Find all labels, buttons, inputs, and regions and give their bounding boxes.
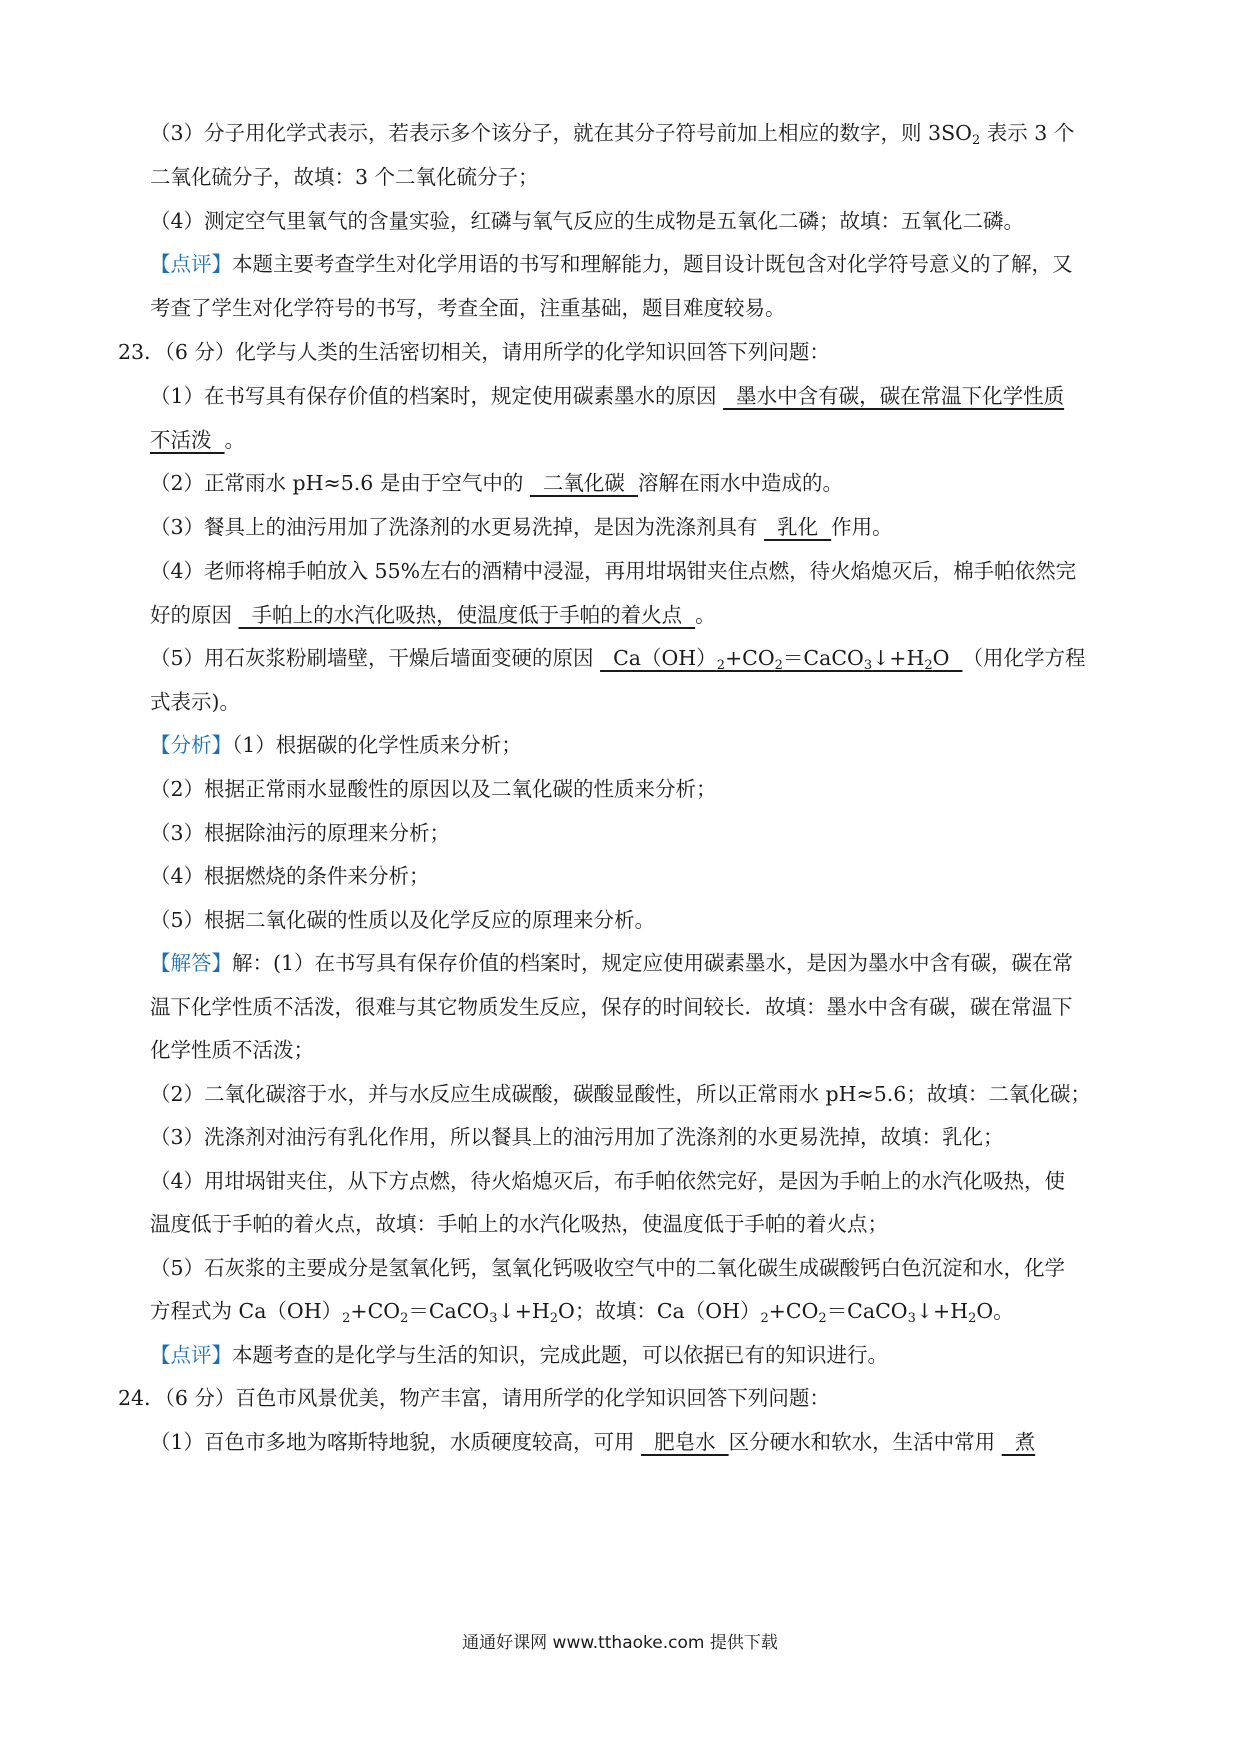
answer-tag: 【解答】 — [150, 951, 232, 975]
text-part: 本题主要考查学生对化学用语的书写和理解能力，题目设计既包含对化学符号意义的了解，又 — [232, 252, 1073, 276]
text-part: （用化学方程 — [962, 646, 1086, 670]
answer-line: （3）洗涤剂对油污有乳化作用，所以餐具上的油污用加了洗涤剂的水更易洗掉，故填：乳化； — [150, 1125, 1004, 1149]
subscript: 2 — [971, 133, 981, 148]
answer-line: 温度低于手帕的着火点，故填：手帕上的水汽化吸热，使温度低于手帕的着火点； — [150, 1212, 888, 1236]
text-line — [150, 118, 1130, 148]
text-part: （1）根据碳的化学性质来分析； — [232, 733, 522, 757]
text-part: 溶解在雨水中造成的。 — [637, 471, 843, 495]
text-part: 解：(1）在书写具有保存价值的档案时，规定应使用碳素墨水，是因为墨水中含有碳，碳在常 — [232, 951, 1074, 975]
page-footer: 通通好课网 www.tthaoke.com 提供下载 — [462, 1633, 778, 1653]
answer-blank: 手帕上的水汽化吸热，使温度低于手帕的着火点 — [238, 603, 696, 627]
answer-line — [150, 948, 1130, 978]
answer-blank: 煮 — [1001, 1430, 1036, 1454]
analysis-line: （3）根据除油污的原理来分析； — [150, 821, 451, 845]
answer-blank: 肥皂水 — [641, 1430, 729, 1454]
comment-line — [150, 249, 1130, 279]
answer-blank: $Ca(OH)_2+CO_2=CaCO_3↓+H_2O$ — [600, 646, 963, 673]
comment-line — [150, 1340, 1130, 1370]
answer-line: （5）石灰浆的主要成分是氢氧化钙，氢氧化钙吸收空气中的二氧化碳生成碳酸钙白色沉淀和水，化学 — [150, 1256, 1066, 1280]
text-part: 作用。 — [831, 515, 893, 539]
analysis-line: （5）根据二氧化碳的性质以及化学反应的原理来分析。 — [150, 908, 656, 932]
answer-blank: 乳化 — [764, 515, 832, 539]
text-part: 表示 3 个 — [980, 121, 1075, 145]
answer-line: 温下化学性质不活泼，很难与其它物质发生反应，保存的时间较长．故填：墨水中含有碳，碳在常温下 — [150, 995, 1073, 1019]
text-line: 二氧化硫分子，故填：3 个二氧化硫分子； — [150, 165, 539, 189]
text-part: 好的原因 — [150, 603, 239, 627]
text-part: 。 — [695, 603, 716, 627]
question-title-24: 24．（6 分）百色市风景优美，物产丰富，请用所学的化学知识回答下列问题： — [118, 1386, 830, 1410]
text-part: （1）百色市多地为喀斯特地貌，水质硬度较高，可用 — [150, 1430, 642, 1454]
answer-blank: 不活泼 — [150, 428, 225, 452]
text-part: （5）用石灰浆粉刷墙壁，干燥后墙面变硬的原因 — [150, 646, 601, 670]
question-part — [150, 643, 1130, 673]
analysis-line: （4）根据燃烧的条件来分析； — [150, 864, 430, 888]
answer-line: 化学性质不活泼； — [150, 1038, 314, 1062]
text-line: 考查了学生对化学符号的书写，考查全面，注重基础，题目难度较易。 — [150, 296, 786, 320]
analysis-tag: 【分析】 — [150, 733, 232, 757]
answer-line: （2）二氧化碳溶于水，并与水反应生成碳酸，碳酸显酸性，所以正常雨水 pH≈5.6；故填：二氧化碳； — [150, 1082, 1091, 1106]
text-part: 。 — [224, 428, 246, 452]
question-part: 式表示)。 — [150, 690, 240, 714]
answer-blank: 墨水中含有碳，碳在常温下化学性质 — [723, 384, 1065, 408]
question-title-23: 23．（6 分）化学与人类的生活密切相关，请用所学的化学知识回答下列问题： — [118, 340, 830, 364]
question-part: （4）老师将棉手帕放入 55%左右的酒精中浸湿，再用坩埚钳夹住点燃，待火焰熄灭后，棉手帕依然完 — [150, 559, 1077, 583]
question-part — [150, 600, 1130, 630]
answer-line: 方程式为 $Ca(OH)_2+CO_2=CaCO_3↓+H_2O$；故填：$Ca(OH)_2+CO_2=CaCO_3↓+H_2O$。 — [150, 1299, 1014, 1326]
text-part: （1）在书写具有保存价值的档案时，规定使用碳素墨水的原因 — [150, 384, 724, 408]
question-part — [150, 425, 1130, 455]
question-part — [150, 1427, 1130, 1457]
comment-tag: 【点评】 — [150, 1343, 232, 1367]
analysis-line — [150, 730, 1130, 760]
comment-tag: 【点评】 — [150, 252, 232, 276]
answer-line: （4）用坩埚钳夹住，从下方点燃，待火焰熄灭后，布手帕依然完好，是因为手帕上的水汽化吸热，使 — [150, 1169, 1066, 1193]
text-part: 本题考查的是化学与生活的知识，完成此题，可以依据已有的知识进行。 — [232, 1343, 888, 1367]
question-part — [150, 468, 1130, 498]
text-part: （2）正常雨水 pH≈5.6 是由于空气中的 — [150, 471, 530, 495]
question-part — [150, 381, 1130, 411]
answer-blank: 二氧化碳 — [529, 471, 638, 495]
text-line: （4）测定空气里氧气的含量实验，红磷与氧气反应的生成物是五氧化二磷；故填：五氧化二磷。 — [150, 209, 1025, 233]
text-part: （3）餐具上的油污用加了洗涤剂的水更易洗掉，是因为洗涤剂具有 — [150, 515, 765, 539]
question-part — [150, 512, 1130, 542]
text-part: 区分硬水和软水，生活中常用 — [728, 1430, 1002, 1454]
text-part: （3）分子用化学式表示，若表示多个该分子，就在其分子符号前加上相应的数字，则 3SO — [150, 121, 972, 145]
analysis-line: （2）根据正常雨水显酸性的原因以及二氧化碳的性质来分析； — [150, 777, 717, 801]
